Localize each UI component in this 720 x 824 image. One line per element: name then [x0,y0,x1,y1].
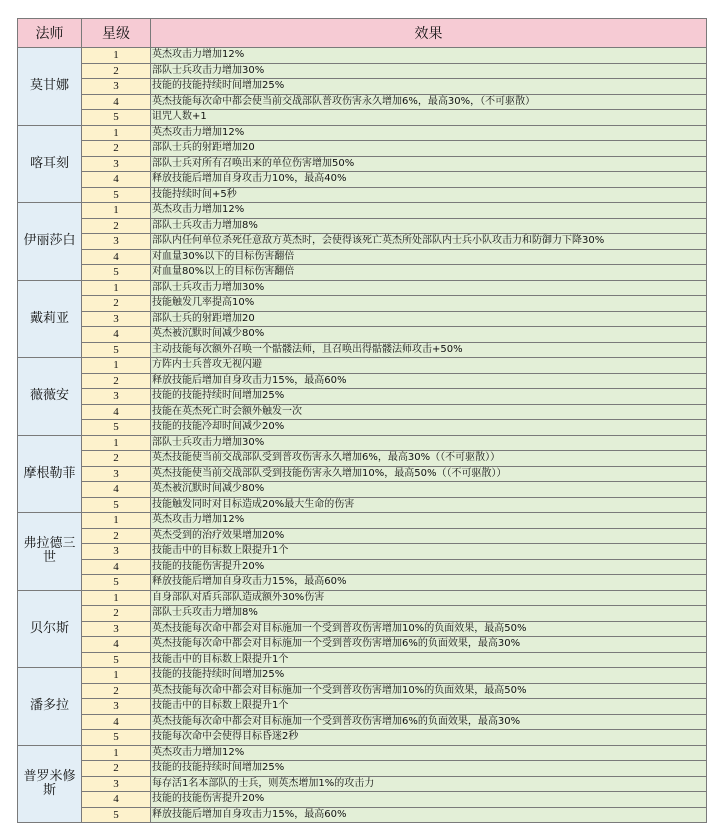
table-row [18,79,707,95]
star-level-cell: 5 [82,187,151,203]
table-row [18,110,707,126]
mage-name-cell: 莫甘娜 [18,48,82,126]
table-row [18,94,707,110]
star-level-cell: 3 [82,311,151,327]
table-row [18,652,707,668]
table-row [18,683,707,699]
table-row [18,389,707,405]
star-level-cell: 1 [82,125,151,141]
table-row [18,404,707,420]
table-row [18,373,707,389]
table-row [18,296,707,312]
effect-cell: 技能的技能伤害提升20% [151,792,707,808]
table-row [18,172,707,188]
star-level-cell: 1 [82,435,151,451]
star-level-cell: 1 [82,203,151,219]
effect-cell: 释放技能后增加自身攻击力15%，最高60% [151,575,707,591]
table-row [18,497,707,513]
table-row [18,280,707,296]
effect-cell: 部队士兵对所有召唤出来的单位伤害增加50% [151,156,707,172]
star-level-cell: 1 [82,745,151,761]
header-stars: 星级 [82,19,151,48]
star-level-cell: 5 [82,652,151,668]
star-level-cell: 3 [82,79,151,95]
star-level-cell: 4 [82,792,151,808]
effect-cell: 英杰技能每次命中都会对目标施加一个受到普攻伤害增加6%的负面效果，最高30% [151,714,707,730]
effect-cell: 技能触发同时对目标造成20%最大生命的伤害 [151,497,707,513]
effect-cell: 方阵内士兵普攻无视闪避 [151,358,707,374]
mage-name-cell: 潘多拉 [18,668,82,746]
effect-cell: 部队士兵攻击力增加8% [151,218,707,234]
effect-cell: 英杰被沉默时间减少80% [151,327,707,343]
effect-cell: 英杰攻击力增加12% [151,125,707,141]
star-level-cell: 3 [82,234,151,250]
star-level-cell: 5 [82,420,151,436]
effect-cell: 部队士兵攻击力增加30% [151,280,707,296]
star-level-cell: 2 [82,761,151,777]
mage-name-cell: 戴莉亚 [18,280,82,358]
effect-cell: 英杰攻击力增加12% [151,48,707,64]
star-level-cell: 2 [82,683,151,699]
star-level-cell: 3 [82,621,151,637]
effect-cell: 英杰技能使当前交战部队受到技能伤害永久增加10%，最高50%（（不可驱散）） [151,466,707,482]
star-level-cell: 2 [82,63,151,79]
mage-name-cell: 伊丽莎白 [18,203,82,281]
star-level-cell: 4 [82,404,151,420]
table-row [18,528,707,544]
table-row [18,559,707,575]
effect-cell: 部队士兵的射距增加20 [151,141,707,157]
effect-cell: 英杰受到的治疗效果增加20% [151,528,707,544]
effect-cell: 英杰攻击力增加12% [151,745,707,761]
effect-cell: 技能击中的目标数上限提升1个 [151,544,707,560]
star-level-cell: 2 [82,141,151,157]
mage-name-cell: 喀耳刻 [18,125,82,203]
table-row [18,125,707,141]
table-row [18,776,707,792]
table-row [18,621,707,637]
table-row [18,637,707,653]
table-row [18,668,707,684]
table-row [18,745,707,761]
effect-cell: 部队士兵的射距增加20 [151,311,707,327]
mage-name-cell: 弗拉德三世 [18,513,82,591]
table-row [18,513,707,529]
effect-cell: 每存活1名本部队的士兵，则英杰增加1%的攻击力 [151,776,707,792]
effect-cell: 技能在英杰死亡时会额外触发一次 [151,404,707,420]
effect-cell: 英杰技能每次命中都会对目标施加一个受到普攻伤害增加10%的负面效果，最高50% [151,621,707,637]
table-row [18,156,707,172]
table-row [18,714,707,730]
table-row [18,249,707,265]
star-level-cell: 2 [82,218,151,234]
star-level-cell: 4 [82,94,151,110]
table-row [18,187,707,203]
table-row [18,420,707,436]
star-level-cell: 1 [82,280,151,296]
star-level-cell: 5 [82,730,151,746]
effect-cell: 释放技能后增加自身攻击力10%，最高40% [151,172,707,188]
star-level-cell: 4 [82,327,151,343]
effect-cell: 英杰攻击力增加12% [151,513,707,529]
mage-name-cell: 摩根勒菲 [18,435,82,513]
table-row [18,575,707,591]
mage-name-cell: 贝尔斯 [18,590,82,668]
star-level-cell: 4 [82,172,151,188]
table-row [18,63,707,79]
effect-cell: 诅咒人数+1 [151,110,707,126]
effect-cell: 技能的技能持续时间增加25% [151,389,707,405]
star-level-cell: 4 [82,482,151,498]
effect-cell: 技能的技能持续时间增加25% [151,668,707,684]
table-row [18,590,707,606]
header-effect: 效果 [151,19,707,48]
effect-cell: 技能的技能持续时间增加25% [151,761,707,777]
table-row [18,234,707,250]
effect-cell: 技能触发几率提高10% [151,296,707,312]
effect-cell: 释放技能后增加自身攻击力15%，最高60% [151,373,707,389]
star-level-cell: 4 [82,714,151,730]
star-level-cell: 3 [82,544,151,560]
mage-star-table-container [17,18,706,823]
table-row [18,48,707,64]
effect-cell: 技能击中的目标数上限提升1个 [151,652,707,668]
star-level-cell: 2 [82,451,151,467]
star-level-cell: 4 [82,249,151,265]
table-row [18,466,707,482]
effect-cell: 对血量30%以下的目标伤害翻倍 [151,249,707,265]
star-level-cell: 2 [82,296,151,312]
star-level-cell: 3 [82,776,151,792]
star-level-cell: 1 [82,590,151,606]
mage-star-effect-table [17,18,707,823]
effect-cell: 部队内任何单位杀死任意敌方英杰时，会使得该死亡英杰所处部队内士兵小队攻击力和防御力下降30% [151,234,707,250]
effect-cell: 英杰技能每次命中都会对目标施加一个受到普攻伤害增加10%的负面效果，最高50% [151,683,707,699]
effect-cell: 技能的技能冷却时间减少20% [151,420,707,436]
header-mage: 法师 [18,19,82,48]
effect-cell: 英杰技能每次命中都会对目标施加一个受到普攻伤害增加6%的负面效果，最高30% [151,637,707,653]
table-row [18,311,707,327]
mage-name-cell: 普罗米修斯 [18,745,82,823]
table-row [18,342,707,358]
table-row [18,699,707,715]
mage-name-cell: 薇薇安 [18,358,82,436]
table-row [18,606,707,622]
effect-cell: 英杰攻击力增加12% [151,203,707,219]
effect-cell: 技能的技能持续时间增加25% [151,79,707,95]
effect-cell: 英杰被沉默时间减少80% [151,482,707,498]
table-row [18,203,707,219]
table-row [18,218,707,234]
star-level-cell: 1 [82,48,151,64]
star-level-cell: 1 [82,513,151,529]
star-level-cell: 3 [82,699,151,715]
effect-cell: 技能的技能伤害提升20% [151,559,707,575]
effect-cell: 技能持续时间+5秒 [151,187,707,203]
effect-cell: 部队士兵攻击力增加30% [151,435,707,451]
star-level-cell: 3 [82,389,151,405]
table-row [18,265,707,281]
table-row [18,730,707,746]
table-header-row [18,19,707,48]
effect-cell: 英杰技能每次命中都会使当前交战部队普攻伤害永久增加6%，最高30%，（不可驱散） [151,94,707,110]
star-level-cell: 5 [82,265,151,281]
table-body [18,48,707,823]
table-row [18,482,707,498]
star-level-cell: 5 [82,807,151,823]
table-row [18,544,707,560]
table-row [18,327,707,343]
star-level-cell: 5 [82,342,151,358]
table-row [18,435,707,451]
star-level-cell: 5 [82,497,151,513]
table-row [18,792,707,808]
effect-cell: 部队士兵攻击力增加30% [151,63,707,79]
table-row [18,807,707,823]
effect-cell: 部队士兵攻击力增加8% [151,606,707,622]
star-level-cell: 5 [82,575,151,591]
table-row [18,761,707,777]
table-row [18,141,707,157]
effect-cell: 对血量80%以上的目标伤害翻倍 [151,265,707,281]
star-level-cell: 2 [82,373,151,389]
effect-cell: 释放技能后增加自身攻击力15%，最高60% [151,807,707,823]
effect-cell: 英杰技能使当前交战部队受到普攻伤害永久增加6%，最高30%（（不可驱散）） [151,451,707,467]
star-level-cell: 4 [82,559,151,575]
effect-cell: 主动技能每次额外召唤一个骷髅法师，且召唤出得骷髅法师攻击+50% [151,342,707,358]
star-level-cell: 4 [82,637,151,653]
table-row [18,358,707,374]
star-level-cell: 2 [82,606,151,622]
effect-cell: 技能击中的目标数上限提升1个 [151,699,707,715]
star-level-cell: 1 [82,358,151,374]
star-level-cell: 3 [82,466,151,482]
effect-cell: 技能每次命中会使得目标昏迷2秒 [151,730,707,746]
table-row [18,451,707,467]
star-level-cell: 1 [82,668,151,684]
star-level-cell: 3 [82,156,151,172]
star-level-cell: 2 [82,528,151,544]
star-level-cell: 5 [82,110,151,126]
effect-cell: 自身部队对盾兵部队造成额外30%伤害 [151,590,707,606]
